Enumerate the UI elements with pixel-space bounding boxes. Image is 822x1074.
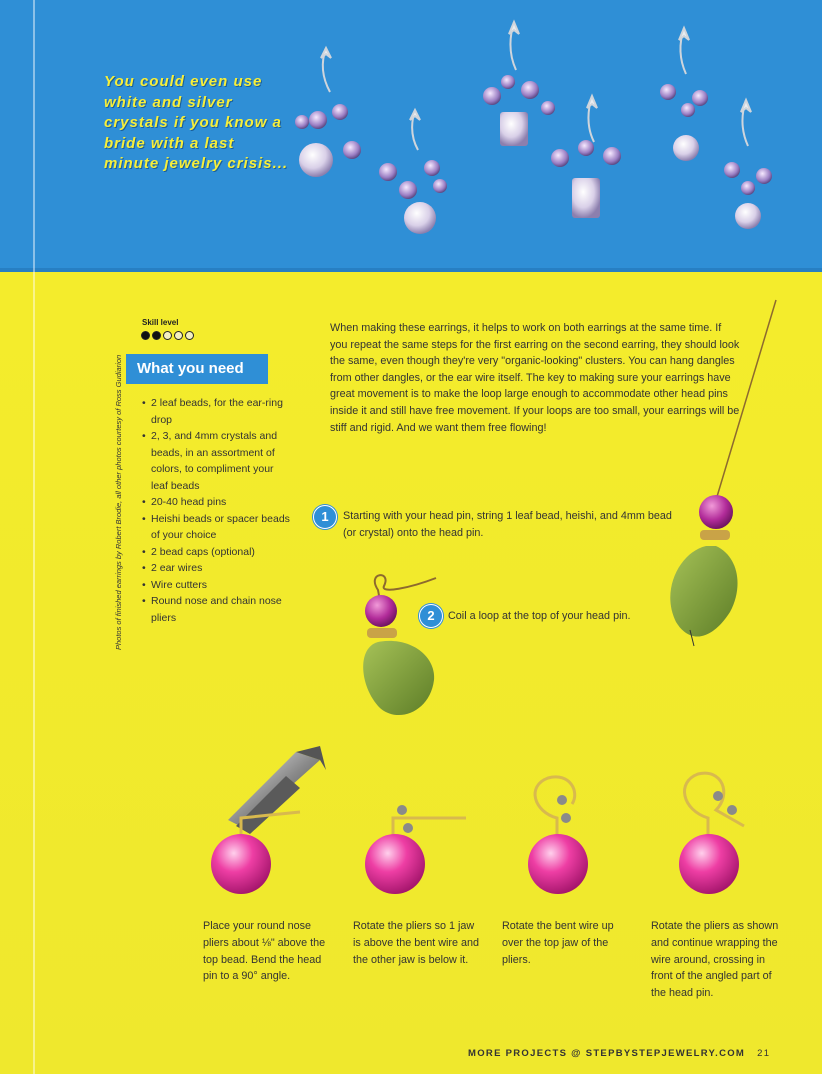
material-item: • 2 ear wires (142, 560, 290, 577)
page-footer (468, 1048, 770, 1059)
material-item: • Heishi beads or spacer beads of your choice (142, 511, 290, 544)
material-item: • 20-40 head pins (142, 494, 290, 511)
diagram-4-caption: Rotate the pliers as shown and continue wrapping the wire around, crossing in front of the angled part of the head pin. (651, 920, 779, 1000)
diagram-3 (528, 777, 588, 894)
intro-text: When making these earrings, it helps to work on both earrings at the same time. If you repeat the same steps for the first earring on the second earring, they should look the same, even though they're very "organic-looking" clusters. You can hang dangles from other dangles, or the ear wire itself. The key to making sure your earrings have great movement is to make the loop large enough to accommodate other head pins inside it and still have free movement. If your loops are too small, your earrings will be stiff and rigid. And we want them free flowing! (330, 322, 740, 434)
step-2-coil-photo (363, 575, 436, 715)
step-1-number: 1 (313, 505, 337, 529)
step-1-text: Starting with your head pin, string 1 leaf bead, heishi, and 4mm bead (or crystal) onto the head pin. (343, 510, 672, 539)
photo-credit: Photos of finished earrings by Robert Brodie, all other photos courtesy of Ross Gudiarion (114, 354, 123, 650)
page-number: 21 (757, 1048, 771, 1059)
diagram-4 (679, 773, 744, 894)
diagram-1-caption: Place your round nose pliers about ⅛" above the top bead. Bend the head pin to a 90° angle. (203, 920, 326, 983)
tagline: You could even use white and silver crystals if you know a bride with a last minute jewelry crisis... (104, 73, 289, 172)
material-item: • Round nose and chain nose pliers (142, 593, 290, 626)
step-2-number: 2 (419, 604, 443, 628)
diagram-2 (365, 805, 466, 894)
pliers-icon (228, 746, 326, 834)
material-item: • Wire cutters (142, 577, 290, 594)
step-2-text: Coil a loop at the top of your head pin. (448, 610, 631, 622)
diagram-2-caption: Rotate the pliers so 1 jaw is above the bent wire and the other jaw is below it. (353, 920, 480, 966)
skill-level-label: Skill level (142, 318, 179, 327)
material-item: • 2 bead caps (optional) (142, 544, 290, 561)
material-item: • 2, 3, and 4mm crystals and beads, in an assortment of colors, to compliment your leaf beads (142, 428, 290, 494)
step-1-headpin-photo (670, 300, 776, 646)
what-you-need-title: What you need (126, 354, 268, 384)
footer-link-text[interactable]: MORE PROJECTS @ STEPBYSTEPJEWELRY.COM (468, 1048, 746, 1059)
material-item: • 2 leaf beads, for the ear-ring drop (142, 395, 290, 428)
diagram-3-caption: Rotate the bent wire up over the top jaw of the pliers. (502, 920, 614, 966)
